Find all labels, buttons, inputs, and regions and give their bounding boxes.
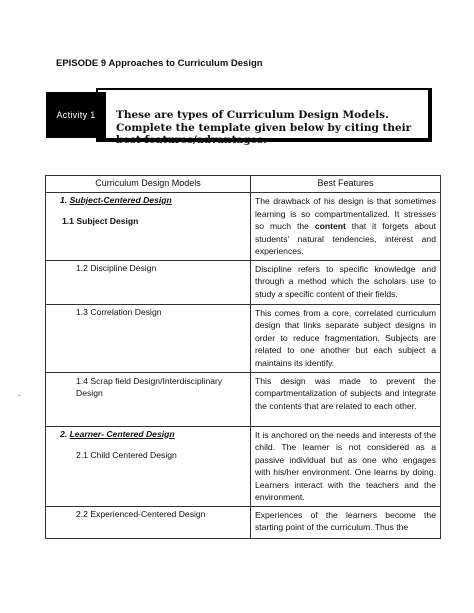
heading-label: Subject-Centered Design: [69, 195, 172, 205]
model-name: 1.2 Discipline Design: [76, 262, 157, 273]
model-group-heading: [50, 429, 246, 439]
heading-label: Learner- Centered Design: [69, 428, 175, 439]
table-row: [46, 193, 441, 261]
curriculum-design-table: [18, 175, 441, 539]
table-row: [46, 260, 441, 304]
feature-cell: This design was made to prevent the compartmentalization of subjects and integrate the contents that are related to each other.: [251, 372, 441, 426]
activity-tag: Activity 1: [46, 92, 106, 138]
column-header-models: Curriculum Design Models: [46, 176, 251, 193]
table-header-row: [46, 176, 441, 193]
table-row: [46, 426, 441, 506]
feature-cell: This comes from a core, correlated curriculum design that links separate subject designs in order to reduce fragmentation. Subjects are related to one another but each subject a maintains its identify.: [251, 304, 441, 372]
feature-cell: The drawback of his design is that sometimes learning is so compartmentalized. It stresses so much the content that it forgets about students' natural tendencies, interest and experiences.: [251, 193, 441, 261]
model-name: 1.4 Scrap field Design/Interdisciplinary Design: [76, 375, 223, 398]
feature-cell: Discipline refers to specific knowledge and through a method which the scholars use to study a specific content of their fields.: [251, 260, 441, 304]
row-marker: .: [18, 387, 21, 398]
feature-cell: It is anchored on the needs and interests of the child. The learner is not considered as a passive individual but as one who engages with his/her environment. One learns by doing. Learners interact with the teachers and the environment.: [251, 426, 441, 506]
model-name: 2.1 Child Centered Design: [76, 449, 177, 460]
table-row: [46, 372, 441, 426]
table-row: [46, 506, 441, 538]
model-group-heading: [50, 195, 246, 205]
heading-number: 2.: [60, 428, 68, 439]
model-name: 2.2 Experienced-Centered Design: [76, 508, 206, 519]
heading-number: 1.: [60, 195, 68, 205]
activity-instruction: These are types of Curriculum Design Models. Complete the template given below by citing their best features/advantages.: [116, 109, 412, 146]
column-header-features: Best Features: [251, 176, 441, 193]
table-row: [46, 304, 441, 372]
episode-title: EPISODE 9 Approaches to Curriculum Design: [56, 58, 263, 69]
emphasis-word: content: [314, 221, 346, 231]
feature-cell: Experiences of the learners become the starting point of the curriculum. Thus the: [251, 506, 441, 538]
model-name: 1.1 Subject Design: [62, 216, 139, 226]
model-name: 1.3 Correlation Design: [76, 306, 162, 317]
